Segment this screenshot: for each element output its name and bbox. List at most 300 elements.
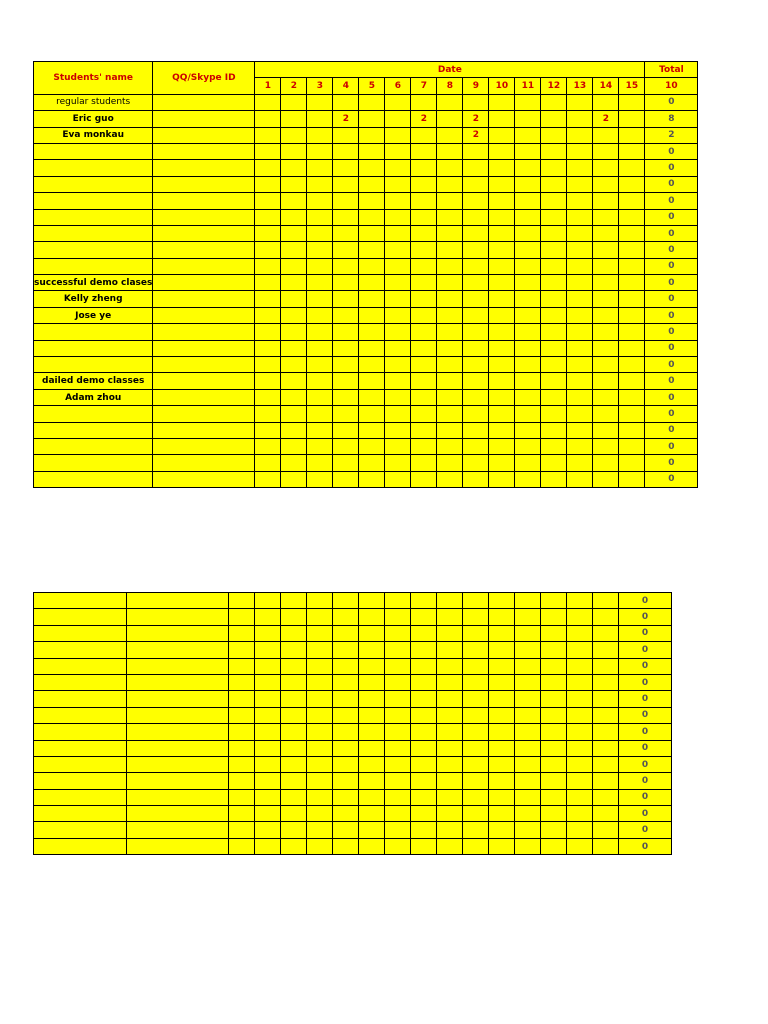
day-cell[interactable] (229, 707, 255, 723)
day-cell[interactable] (567, 193, 593, 209)
day-cell[interactable] (593, 193, 619, 209)
day-cell[interactable] (255, 438, 281, 454)
day-cell[interactable] (437, 324, 463, 340)
day-cell[interactable] (333, 324, 359, 340)
row-total-cell[interactable]: 0 (645, 143, 698, 159)
row-total-cell[interactable]: 0 (619, 806, 672, 822)
day-cell[interactable] (385, 357, 411, 373)
day-cell[interactable] (489, 658, 515, 674)
day-cell[interactable] (333, 789, 359, 805)
day-cell[interactable] (359, 806, 385, 822)
day-cell[interactable] (281, 176, 307, 192)
day-cell[interactable] (619, 160, 645, 176)
day-cell[interactable] (489, 406, 515, 422)
day-cell[interactable] (411, 438, 437, 454)
day-cell[interactable] (593, 773, 619, 789)
day-cell[interactable] (385, 209, 411, 225)
student-name-cell[interactable] (34, 258, 153, 274)
day-cell[interactable] (541, 609, 567, 625)
day-cell[interactable] (541, 756, 567, 772)
row-total-cell[interactable]: 0 (645, 209, 698, 225)
day-cell[interactable] (307, 625, 333, 641)
day-cell[interactable] (593, 389, 619, 405)
day-cell[interactable] (541, 773, 567, 789)
day-cell[interactable] (255, 471, 281, 487)
day-cell[interactable] (255, 193, 281, 209)
day-cell[interactable] (619, 275, 645, 291)
day-cell[interactable] (515, 438, 541, 454)
day-cell[interactable] (255, 822, 281, 838)
row-total-cell[interactable]: 0 (619, 707, 672, 723)
day-cell[interactable] (489, 307, 515, 323)
day-cell[interactable] (333, 740, 359, 756)
day-cell[interactable] (307, 357, 333, 373)
day-cell[interactable] (333, 373, 359, 389)
student-name-cell[interactable] (34, 324, 153, 340)
day-cell[interactable] (281, 806, 307, 822)
day-cell[interactable] (489, 324, 515, 340)
day-cell[interactable] (307, 455, 333, 471)
day-cell[interactable] (255, 642, 281, 658)
day-cell[interactable] (255, 724, 281, 740)
day-cell[interactable] (567, 740, 593, 756)
day-cell[interactable] (541, 127, 567, 143)
row-total-cell[interactable]: 0 (619, 593, 672, 609)
day-cell[interactable] (515, 258, 541, 274)
day-cell[interactable] (281, 724, 307, 740)
qq-skype-cell[interactable] (153, 127, 255, 143)
day-cell[interactable] (593, 340, 619, 356)
day-cell[interactable] (333, 193, 359, 209)
day-cell[interactable] (463, 160, 489, 176)
day-cell[interactable] (567, 225, 593, 241)
day-cell[interactable] (385, 455, 411, 471)
day-cell[interactable] (489, 471, 515, 487)
day-cell[interactable] (593, 471, 619, 487)
day-cell[interactable] (281, 756, 307, 772)
row-total-cell[interactable]: 0 (619, 838, 672, 854)
day-cell[interactable] (359, 822, 385, 838)
day-cell[interactable] (567, 209, 593, 225)
day-cell[interactable] (541, 438, 567, 454)
day-cell[interactable] (437, 406, 463, 422)
day-cell[interactable] (567, 642, 593, 658)
row-total-cell[interactable]: 8 (645, 111, 698, 127)
day-cell[interactable] (619, 389, 645, 405)
day-cell[interactable] (229, 789, 255, 805)
day-cell[interactable] (515, 838, 541, 854)
day-cell[interactable] (567, 773, 593, 789)
day-cell[interactable] (515, 193, 541, 209)
day-cell[interactable] (437, 625, 463, 641)
row-total-cell[interactable]: 0 (619, 609, 672, 625)
day-cell[interactable] (307, 176, 333, 192)
day-cell[interactable] (489, 724, 515, 740)
day-cell[interactable] (515, 806, 541, 822)
day-cell[interactable] (411, 609, 437, 625)
day-cell[interactable] (619, 291, 645, 307)
day-cell[interactable] (307, 291, 333, 307)
day-cell[interactable] (411, 225, 437, 241)
day-cell[interactable] (437, 707, 463, 723)
day-cell[interactable] (541, 389, 567, 405)
day-cell[interactable] (567, 455, 593, 471)
student-name-cell[interactable] (34, 691, 127, 707)
day-cell[interactable] (411, 242, 437, 258)
day-cell[interactable] (619, 340, 645, 356)
day-cell[interactable] (437, 357, 463, 373)
day-cell[interactable] (359, 225, 385, 241)
row-total-cell[interactable]: 0 (619, 658, 672, 674)
day-cell[interactable] (489, 193, 515, 209)
day-cell[interactable] (489, 691, 515, 707)
day-cell[interactable] (255, 609, 281, 625)
day-cell[interactable] (541, 471, 567, 487)
day-cell[interactable] (463, 275, 489, 291)
day-cell[interactable] (437, 838, 463, 854)
day-cell[interactable] (229, 773, 255, 789)
day-cell[interactable] (515, 658, 541, 674)
day-cell[interactable] (281, 242, 307, 258)
day-cell[interactable] (593, 658, 619, 674)
day-cell[interactable] (489, 340, 515, 356)
day-cell[interactable] (333, 756, 359, 772)
student-name-cell[interactable] (34, 773, 127, 789)
day-cell[interactable] (437, 773, 463, 789)
qq-skype-cell[interactable] (153, 94, 255, 110)
day-cell[interactable] (489, 609, 515, 625)
day-cell[interactable] (515, 740, 541, 756)
student-name-cell[interactable] (34, 838, 127, 854)
day-cell[interactable] (281, 389, 307, 405)
day-cell[interactable] (463, 691, 489, 707)
day-cell[interactable] (463, 822, 489, 838)
day-cell[interactable] (359, 773, 385, 789)
day-cell[interactable] (437, 822, 463, 838)
qq-skype-cell[interactable] (153, 242, 255, 258)
day-cell[interactable] (515, 324, 541, 340)
row-total-cell[interactable]: 0 (645, 406, 698, 422)
day-cell[interactable] (541, 422, 567, 438)
day-cell[interactable] (359, 674, 385, 690)
day-cell[interactable] (229, 674, 255, 690)
day-cell[interactable] (307, 658, 333, 674)
row-total-cell[interactable]: 0 (619, 625, 672, 641)
student-name-cell[interactable] (34, 143, 153, 159)
day-cell[interactable] (255, 275, 281, 291)
day-cell[interactable]: 2 (463, 127, 489, 143)
day-cell[interactable] (281, 307, 307, 323)
day-cell[interactable] (489, 806, 515, 822)
qq-skype-cell[interactable] (127, 822, 229, 838)
qq-skype-cell[interactable] (127, 724, 229, 740)
day-cell[interactable] (229, 642, 255, 658)
day-cell[interactable] (281, 642, 307, 658)
day-cell[interactable] (307, 373, 333, 389)
day-header-12[interactable]: 12 (541, 78, 567, 94)
day-cell[interactable] (359, 160, 385, 176)
day-cell[interactable] (307, 193, 333, 209)
day-cell[interactable] (463, 773, 489, 789)
day-cell[interactable] (281, 127, 307, 143)
row-total-cell[interactable]: 0 (645, 373, 698, 389)
day-cell[interactable] (385, 127, 411, 143)
day-cell[interactable] (541, 789, 567, 805)
day-cell[interactable] (307, 593, 333, 609)
day-cell[interactable] (359, 111, 385, 127)
day-cell[interactable] (255, 674, 281, 690)
qq-skype-cell[interactable] (153, 373, 255, 389)
day-cell[interactable] (619, 127, 645, 143)
qq-skype-cell[interactable] (127, 773, 229, 789)
day-cell[interactable] (281, 94, 307, 110)
day-cell[interactable] (489, 275, 515, 291)
day-cell[interactable] (281, 691, 307, 707)
day-cell[interactable] (255, 225, 281, 241)
day-cell[interactable] (567, 307, 593, 323)
day-cell[interactable] (515, 471, 541, 487)
student-name-cell[interactable] (34, 176, 153, 192)
day-cell[interactable] (567, 756, 593, 772)
qq-skype-cell[interactable] (153, 307, 255, 323)
day-cell[interactable] (541, 242, 567, 258)
day-cell[interactable] (281, 822, 307, 838)
day-cell[interactable] (515, 674, 541, 690)
day-cell[interactable] (619, 324, 645, 340)
day-cell[interactable] (411, 307, 437, 323)
day-cell[interactable] (463, 209, 489, 225)
day-cell[interactable] (229, 740, 255, 756)
day-cell[interactable] (463, 838, 489, 854)
day-cell[interactable] (385, 225, 411, 241)
total-header[interactable]: Total (645, 62, 698, 78)
day-cell[interactable] (489, 740, 515, 756)
day-cell[interactable] (411, 756, 437, 772)
day-cell[interactable] (333, 658, 359, 674)
day-cell[interactable] (437, 789, 463, 805)
day-cell[interactable] (437, 209, 463, 225)
day-cell[interactable] (255, 209, 281, 225)
day-cell[interactable] (593, 724, 619, 740)
day-cell[interactable] (307, 127, 333, 143)
day-cell[interactable] (359, 642, 385, 658)
day-cell[interactable] (463, 609, 489, 625)
day-cell[interactable] (619, 471, 645, 487)
day-cell[interactable] (281, 838, 307, 854)
day-cell[interactable] (593, 225, 619, 241)
day-cell[interactable] (255, 789, 281, 805)
day-cell[interactable] (567, 806, 593, 822)
row-total-cell[interactable]: 0 (645, 291, 698, 307)
day-cell[interactable] (307, 275, 333, 291)
day-cell[interactable] (255, 111, 281, 127)
row-total-cell[interactable]: 0 (645, 258, 698, 274)
day-cell[interactable] (463, 242, 489, 258)
day-cell[interactable] (255, 160, 281, 176)
day-cell[interactable] (385, 258, 411, 274)
day-cell[interactable] (541, 340, 567, 356)
student-name-cell[interactable] (34, 340, 153, 356)
day-cell[interactable] (359, 609, 385, 625)
qq-skype-cell[interactable] (153, 471, 255, 487)
day-cell[interactable] (359, 373, 385, 389)
day-cell[interactable] (619, 94, 645, 110)
day-cell[interactable] (411, 593, 437, 609)
day-cell[interactable] (359, 94, 385, 110)
day-cell[interactable] (515, 406, 541, 422)
day-cell[interactable] (385, 193, 411, 209)
day-cell[interactable] (385, 143, 411, 159)
day-cell[interactable] (307, 307, 333, 323)
student-name-cell[interactable] (34, 111, 153, 127)
day-cell[interactable] (359, 471, 385, 487)
qq-skype-cell[interactable] (153, 193, 255, 209)
day-cell[interactable] (567, 406, 593, 422)
day-cell[interactable] (463, 291, 489, 307)
day-cell[interactable] (281, 740, 307, 756)
day-cell[interactable] (463, 324, 489, 340)
day-cell[interactable] (515, 94, 541, 110)
day-cell[interactable] (489, 258, 515, 274)
row-total-cell[interactable]: 0 (645, 193, 698, 209)
day-cell[interactable] (359, 422, 385, 438)
day-cell[interactable] (567, 111, 593, 127)
student-name-cell[interactable] (34, 707, 127, 723)
day-cell[interactable] (541, 275, 567, 291)
day-cell[interactable] (541, 822, 567, 838)
day-cell[interactable] (593, 209, 619, 225)
day-cell[interactable] (515, 111, 541, 127)
day-cell[interactable] (541, 111, 567, 127)
row-total-cell[interactable]: 0 (645, 307, 698, 323)
day-cell[interactable] (385, 691, 411, 707)
day-cell[interactable] (463, 422, 489, 438)
day-cell[interactable] (463, 806, 489, 822)
day-cell[interactable] (307, 160, 333, 176)
day-cell[interactable] (463, 674, 489, 690)
row-total-cell[interactable]: 0 (619, 691, 672, 707)
grand-total-cell[interactable]: 10 (645, 78, 698, 94)
day-cell[interactable] (333, 209, 359, 225)
day-cell[interactable] (541, 258, 567, 274)
day-cell[interactable] (255, 340, 281, 356)
student-name-cell[interactable] (34, 625, 127, 641)
day-cell[interactable] (255, 756, 281, 772)
day-cell[interactable] (255, 658, 281, 674)
row-total-cell[interactable]: 0 (645, 389, 698, 405)
day-cell[interactable] (411, 340, 437, 356)
day-cell[interactable] (385, 242, 411, 258)
day-cell[interactable] (515, 609, 541, 625)
day-cell[interactable] (307, 740, 333, 756)
day-cell[interactable] (593, 822, 619, 838)
day-cell[interactable] (463, 406, 489, 422)
row-total-cell[interactable]: 0 (619, 773, 672, 789)
student-name-cell[interactable] (34, 806, 127, 822)
day-header-14[interactable]: 14 (593, 78, 619, 94)
day-cell[interactable] (333, 225, 359, 241)
row-total-cell[interactable]: 0 (645, 340, 698, 356)
row-total-cell[interactable]: 0 (645, 275, 698, 291)
day-cell[interactable] (437, 143, 463, 159)
day-cell[interactable] (411, 691, 437, 707)
day-cell[interactable] (281, 209, 307, 225)
row-total-cell[interactable]: 0 (619, 674, 672, 690)
day-cell[interactable] (593, 625, 619, 641)
day-cell[interactable] (307, 324, 333, 340)
day-cell[interactable] (255, 740, 281, 756)
day-cell[interactable] (541, 324, 567, 340)
day-cell[interactable] (593, 707, 619, 723)
day-cell[interactable] (411, 724, 437, 740)
day-cell[interactable] (489, 625, 515, 641)
day-cell[interactable] (307, 674, 333, 690)
day-cell[interactable] (333, 609, 359, 625)
day-cell[interactable] (567, 373, 593, 389)
day-cell[interactable] (229, 691, 255, 707)
day-cell[interactable] (385, 111, 411, 127)
day-cell[interactable] (281, 593, 307, 609)
day-cell[interactable] (541, 838, 567, 854)
day-header-3[interactable]: 3 (307, 78, 333, 94)
day-cell[interactable] (463, 740, 489, 756)
day-cell[interactable] (489, 773, 515, 789)
day-cell[interactable] (463, 707, 489, 723)
day-cell[interactable] (411, 822, 437, 838)
day-cell[interactable] (255, 357, 281, 373)
day-cell[interactable] (541, 406, 567, 422)
day-header-10[interactable]: 10 (489, 78, 515, 94)
day-cell[interactable] (489, 242, 515, 258)
day-cell[interactable] (541, 455, 567, 471)
day-cell[interactable] (489, 357, 515, 373)
day-cell[interactable] (229, 838, 255, 854)
day-cell[interactable] (281, 225, 307, 241)
day-cell[interactable] (359, 324, 385, 340)
student-name-cell[interactable] (34, 127, 153, 143)
day-cell[interactable] (489, 127, 515, 143)
day-cell[interactable] (307, 258, 333, 274)
day-cell[interactable] (593, 740, 619, 756)
day-cell[interactable] (515, 822, 541, 838)
day-cell[interactable] (385, 625, 411, 641)
day-cell[interactable] (333, 406, 359, 422)
day-cell[interactable] (593, 806, 619, 822)
day-cell[interactable] (515, 642, 541, 658)
day-cell[interactable] (489, 94, 515, 110)
day-cell[interactable] (437, 806, 463, 822)
day-cell[interactable] (411, 209, 437, 225)
day-cell[interactable] (333, 822, 359, 838)
day-cell[interactable] (567, 609, 593, 625)
day-cell[interactable] (619, 176, 645, 192)
day-cell[interactable] (307, 609, 333, 625)
day-cell[interactable] (411, 471, 437, 487)
row-total-cell[interactable]: 0 (619, 740, 672, 756)
day-cell[interactable] (333, 258, 359, 274)
day-cell[interactable] (307, 340, 333, 356)
day-cell[interactable] (411, 373, 437, 389)
day-cell[interactable] (307, 422, 333, 438)
student-name-cell[interactable] (34, 642, 127, 658)
day-cell[interactable] (411, 625, 437, 641)
day-cell[interactable] (307, 806, 333, 822)
day-cell[interactable] (385, 707, 411, 723)
day-cell[interactable] (619, 258, 645, 274)
day-cell[interactable] (541, 724, 567, 740)
day-cell[interactable] (385, 160, 411, 176)
day-cell[interactable] (567, 438, 593, 454)
